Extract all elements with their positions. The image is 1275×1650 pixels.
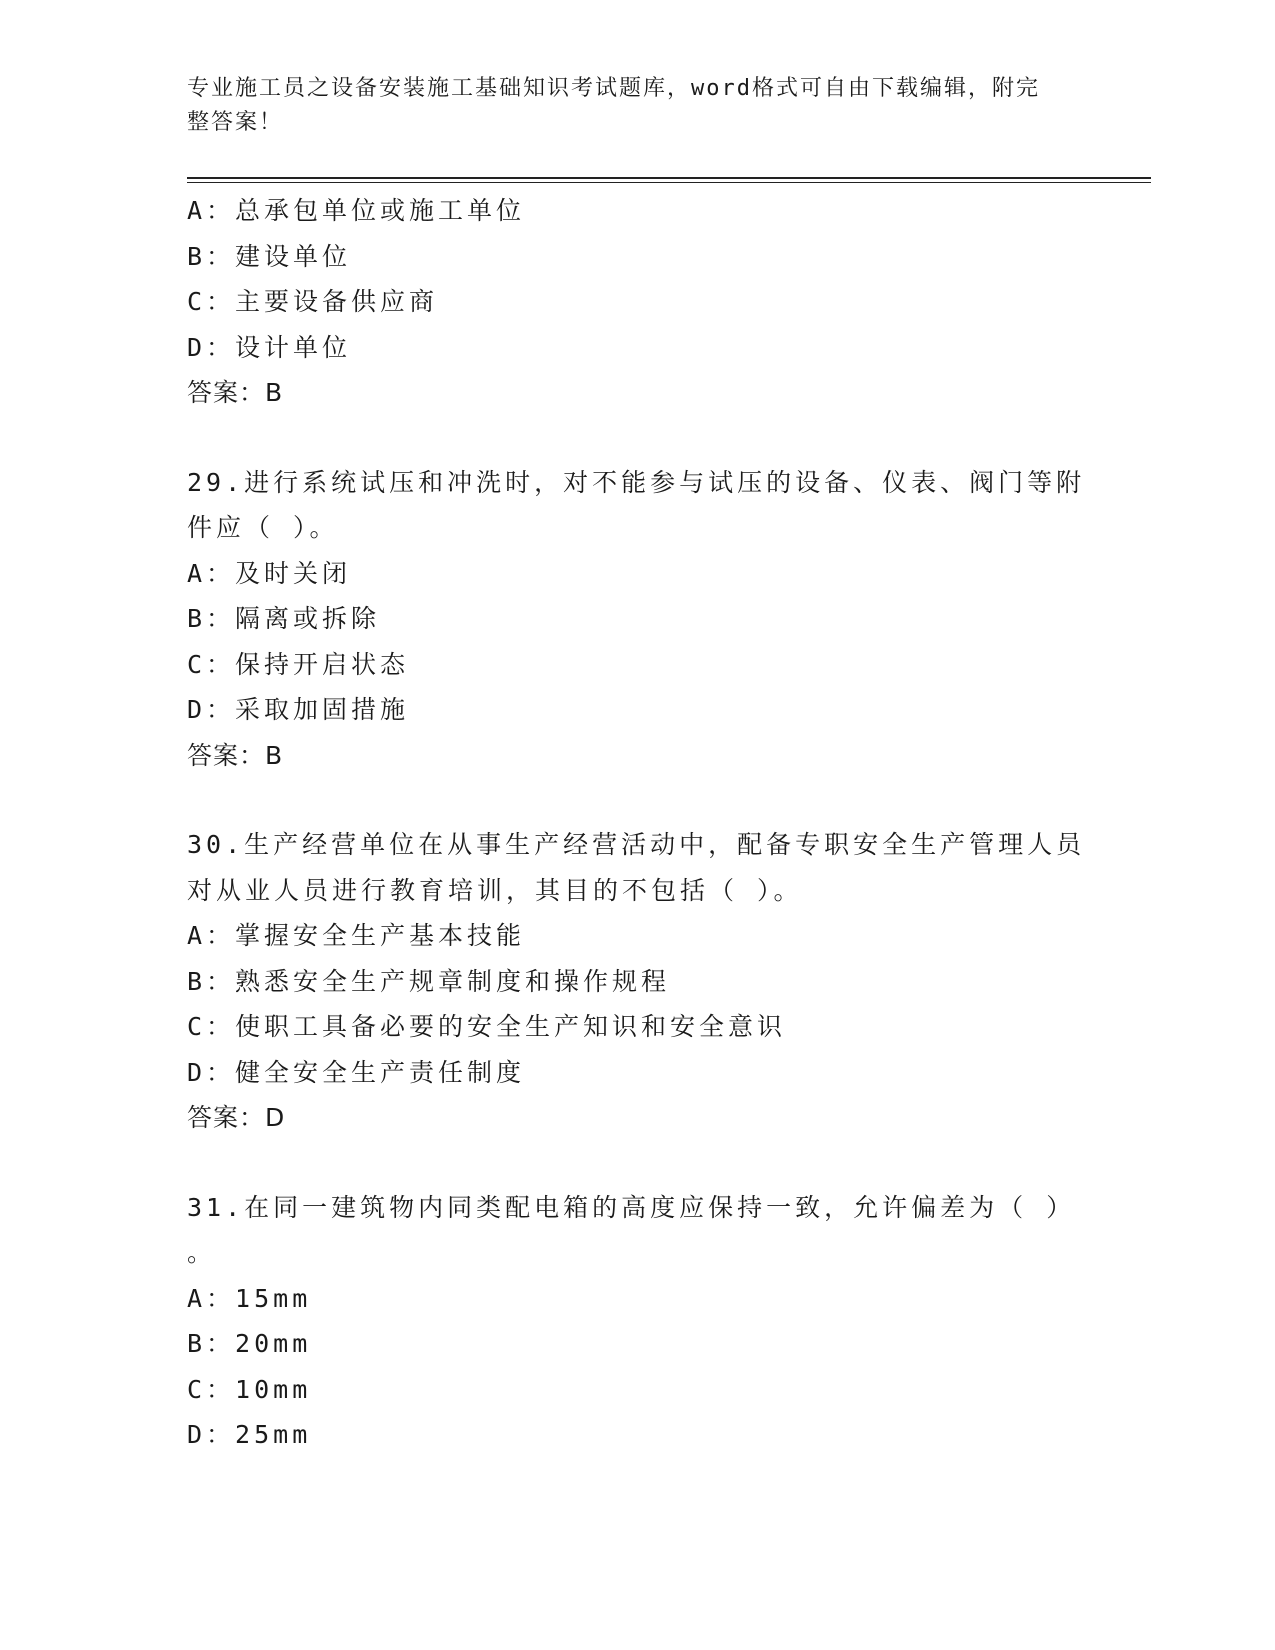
option-c: C：保持开启状态 — [187, 649, 410, 679]
question-text-line-1: 30.生产经营单位在从事生产经营活动中，配备专职安全生产管理人员 — [187, 830, 1086, 859]
option-b: B：熟悉安全生产规章制度和操作规程 — [187, 966, 671, 996]
question-28 — [187, 188, 1087, 416]
option-c: C：主要设备供应商 — [187, 287, 439, 316]
header-divider-thin — [187, 182, 1151, 183]
answer: 答案：B — [187, 740, 284, 770]
document-header — [187, 72, 1067, 140]
header-line-1: 专业施工员之设备安装施工基础知识考试题库，word格式可自由下载编辑，附完 — [187, 76, 1040, 101]
option-a: A：总承包单位或施工单位 — [187, 196, 526, 225]
option-d: D：设计单位 — [187, 332, 352, 362]
question-29 — [187, 460, 1087, 779]
question-text-line-2: 。 — [187, 1238, 217, 1267]
option-b: B：20mm — [187, 1329, 312, 1358]
question-text-line-2: 对从业人员进行教育培训，其目的不包括（ ）。 — [187, 875, 803, 905]
option-c: C：10mm — [187, 1374, 312, 1404]
header-divider-thick — [187, 177, 1151, 179]
question-text-line-1: 31.在同一建筑物内同类配电箱的高度应保持一致，允许偏差为（ ） — [187, 1192, 1076, 1222]
option-d: D：采取加固措施 — [187, 695, 410, 724]
question-31 — [187, 1185, 1087, 1458]
question-30 — [187, 822, 1087, 1141]
option-d: D：25mm — [187, 1420, 312, 1449]
option-c: C：使职工具备必要的安全生产知识和安全意识 — [187, 1012, 787, 1041]
option-a: A：15mm — [187, 1283, 312, 1313]
answer: 答案：B — [187, 378, 284, 407]
answer: 答案：D — [187, 1103, 286, 1132]
option-d: D：健全安全生产责任制度 — [187, 1057, 526, 1087]
question-text-line-1: 29.进行系统试压和冲洗时，对不能参与试压的设备、仪表、阀门等附 — [187, 467, 1086, 497]
question-list — [187, 188, 1087, 1458]
option-b: B：建设单位 — [187, 241, 352, 271]
option-b: B：隔离或拆除 — [187, 604, 381, 633]
option-a: A：掌握安全生产基本技能 — [187, 921, 526, 950]
question-text-line-2: 件应（ ）。 — [187, 513, 339, 542]
header-line-2: 整答案！ — [187, 110, 284, 135]
option-a: A：及时关闭 — [187, 558, 352, 588]
